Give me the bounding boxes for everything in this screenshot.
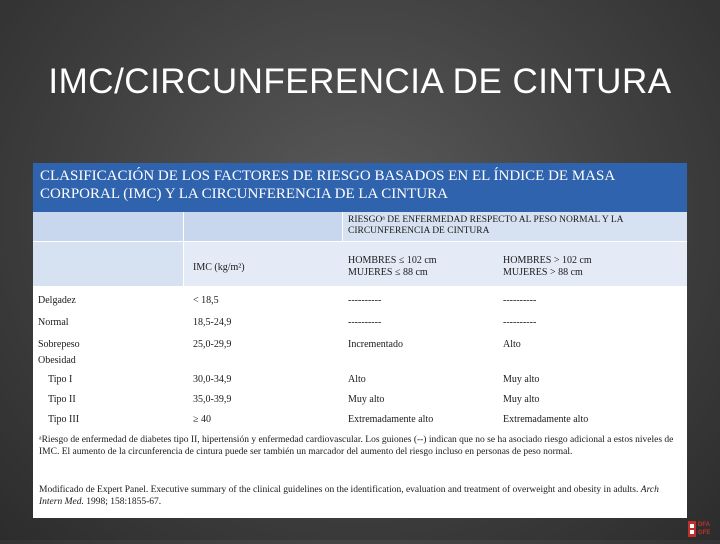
- footnote: ᵃRiesgo de enfermedad de diabetes tipo II, hipertensión y enfermedad cardiovascular. Los guiones (--) indican que no se ha asociado riesgo adicional a estos niveles de IMC. El aumento de la circunferencia de cintura puede ser también un marcador del aumento del riesgo incluso en personas de peso normal.: [39, 435, 674, 457]
- risk-table-panel: [33, 163, 687, 518]
- panel-header: CLASIFICACIÓN DE LOS FACTORES DE RIESGO BASADOS EN EL ÍNDICE DE MASA CORPORAL (IMC) Y LA CIRCUNFERENCIA DE LA CINTURA: [33, 163, 687, 212]
- col-imc-header: IMC (kg/m²): [193, 262, 245, 273]
- col-women-low-header: MUJERES ≤ 88 cm: [348, 267, 428, 278]
- table-row: [33, 312, 687, 334]
- table-header-row-1: [33, 212, 687, 241]
- col-men-low-header: HOMBRES ≤ 102 cm: [348, 255, 437, 266]
- header-empty-cell: [33, 242, 184, 286]
- row-risk-high: ----------: [503, 317, 537, 328]
- row-risk-high: Muy alto: [503, 394, 540, 405]
- row-risk-low: ----------: [348, 295, 382, 306]
- table-row: [33, 410, 687, 430]
- source-main: Modificado de Expert Panel. Executive summary of the clinical guidelines on the identification, evaluation and treatment of overweight and obesity in adults.: [39, 485, 639, 495]
- row-label: Delgadez: [38, 295, 76, 306]
- source-citation: [39, 485, 679, 508]
- row-label: Tipo III: [48, 414, 80, 425]
- row-label: Sobrepeso: [38, 339, 80, 350]
- row-imc: < 18,5: [193, 295, 219, 306]
- row-imc: ≥ 40: [193, 414, 211, 425]
- table-row: [33, 290, 687, 312]
- row-imc: 30,0-34,9: [193, 374, 232, 385]
- header-empty-cell: [184, 212, 343, 241]
- row-imc: 35,0-39,9: [193, 394, 232, 405]
- header-empty-cell: [33, 212, 184, 241]
- row-risk-high: ----------: [503, 295, 537, 306]
- row-label: Tipo I: [48, 374, 73, 385]
- row-risk-high: Muy alto: [503, 374, 540, 385]
- row-risk-low: ----------: [348, 317, 382, 328]
- row-label: Normal: [38, 317, 69, 328]
- row-risk-low: Incrementado: [348, 339, 403, 350]
- table-row: [33, 370, 687, 390]
- table-header-row-2: [33, 242, 687, 286]
- row-risk-low: Extremadamente alto: [348, 414, 434, 425]
- dfa-logo: [688, 519, 716, 539]
- row-label: Obesidad: [38, 355, 76, 366]
- row-imc: 18,5-24,9: [193, 317, 232, 328]
- row-risk-low: Alto: [348, 374, 366, 385]
- col-men-high-header: HOMBRES > 102 cm: [503, 255, 592, 266]
- col-women-high-header: MUJERES > 88 cm: [503, 267, 583, 278]
- slide-title: IMC/CIRCUNFERENCIA DE CINTURA: [48, 62, 672, 101]
- source-tail: 1998; 158:1855-67.: [86, 496, 162, 507]
- row-risk-high: Alto: [503, 339, 521, 350]
- table-row: [33, 352, 687, 370]
- logo-text: DFA GFE: [698, 522, 711, 536]
- row-label: Tipo II: [48, 394, 76, 405]
- source-journal: Arch Intern Med.: [39, 485, 659, 507]
- risk-group-header: RIESGOᵃ DE ENFERMEDAD RESPECTO AL PESO NORMAL Y LA CIRCUNFERENCIA DE CINTURA: [348, 215, 623, 236]
- row-risk-high: Extremadamente alto: [503, 414, 589, 425]
- row-risk-low: Muy alto: [348, 394, 385, 405]
- row-imc: 25,0-29,9: [193, 339, 232, 350]
- table-row: [33, 390, 687, 410]
